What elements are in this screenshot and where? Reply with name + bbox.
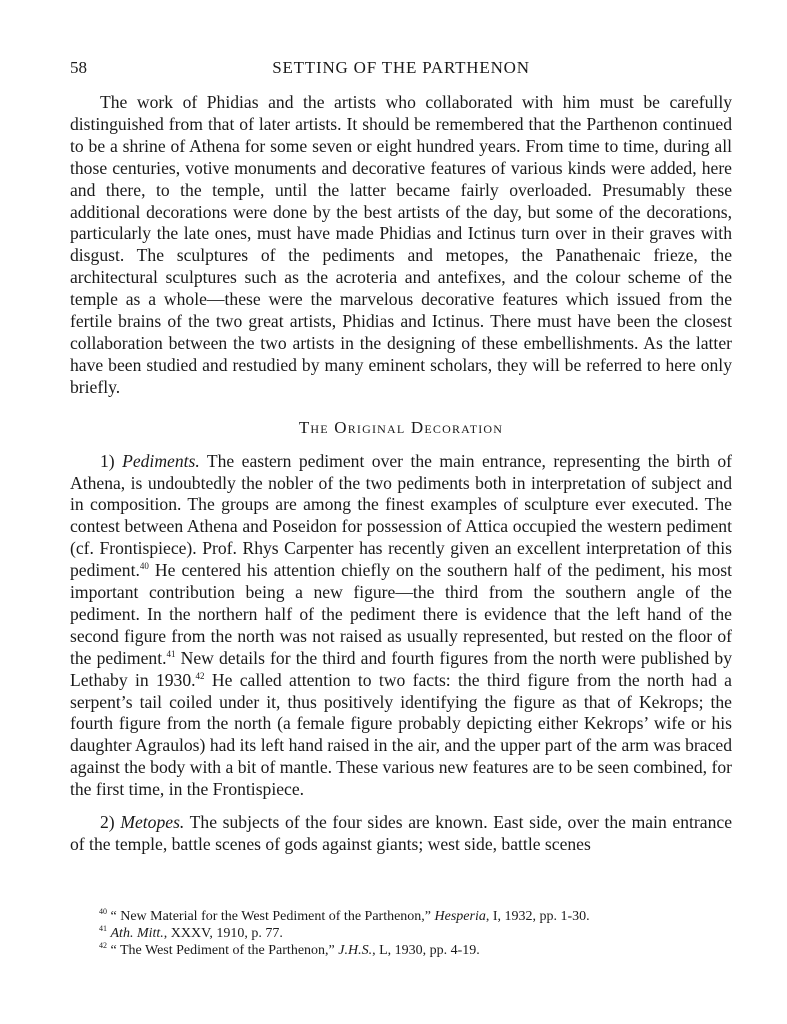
pediments-text-1: The eastern pediment over the main entrance, representing the birth of Athena, is undoubtedly the nobler of the two pediments both in interpretation of subject and in composition. The groups are among the finest examples of sculpture ever executed. The contest between Athena and Poseidon for possession of Attica occupied the western pediment (cf. Frontispiece). Prof. Rhys Carpenter has recently given an excellent interpretation of this pediment. [70,450,732,581]
footnote-text: “ New Material for the West Pediment of the Parthenon,” [110,909,432,924]
pediments-title: Pediments. [122,450,200,471]
section-heading: The Original Decoration [298,417,504,437]
footnote-citation: , I, 1932, pp. 1-30. [485,909,590,924]
pediments-text-4: He called attention to two facts: the third figure from the north had a serpent’s tail coiled under it, thus positively identifying the figure as that of Kekrops; the fourth figure from the north (a female figure probably depicting either Kekrops’ wife or his daughter Agraulos) had its left hand raised in the air, and the upper part of the arm was braced against the body with a bit of mantle. These various new features are to be seen combined, for the first time, in the Frontispiece. [70,669,732,800]
body-text [70,92,732,856]
metopes-title: Metopes. [120,812,185,833]
footnote-ref-41[interactable]: 41 [166,648,176,659]
footnote-mark: 42 [99,941,107,950]
footnote-mark: 40 [99,907,107,916]
intro-paragraph: The work of Phidias and the artists who collaborated with him must be carefully distinguished from that of later artists. It should be remembered that the Parthenon continued to be a shrine of Athena for some seven or eight hundred years. From time to time, during all those centuries, votive monuments and decorative features of various kinds were added, here and there, to the temple, until the latter became fairly overloaded. Presumably these additional decorations were done by the best artists of the day, but some of the decorations, particularly the late ones, must have made Phidias and Ictinus turn over in their graves with disgust. The sculptures of the pediments and metopes, the Panathenaic frieze, the architectural sculptures such as the acroteria and antefixes, and the colour scheme of the temple as a whole—these were the marvelous decorative features which issued from the fertile brains of the two great artists, Phidias and Ictinus. There must have been the closest collaboration between the two artists in the designing of these embellishments. As the latter have been studied and restudied by many eminent scholars, they will be referred to here only briefly. [70,92,732,397]
footnote-ref-40[interactable]: 40 [139,561,149,572]
pediments-paragraph [70,451,732,802]
metopes-number: 2) [100,812,115,833]
footnote-40 [70,908,732,925]
running-head [70,56,732,80]
footnote-journal: J.H.S. [338,943,373,958]
footnote-citation: , XXXV, 1910, p. 77. [163,926,283,941]
footnotes [70,908,732,959]
page-number: 58 [70,58,87,77]
footnote-journal: Hesperia [434,909,486,924]
metopes-paragraph [70,812,732,856]
footnote-41 [70,925,732,942]
footnote-42 [70,942,732,959]
footnote-citation: , L, 1930, pp. 4-19. [372,943,480,958]
footnote-mark: 41 [99,924,107,933]
footnote-journal: Ath. Mitt. [110,926,164,941]
pediments-text-3: New details for the third and fourth figures from the north were published by Lethaby in 1930. [70,647,733,690]
pediments-number: 1) [100,450,115,471]
pediments-text-2: He centered his attention chiefly on the southern half of the pediment, his most important contribution being a new figure—the third from the southern angle of the pediment. In the northern half of the pediment there is evidence that the left hand of the second figure from the north was not raised as usually represented, but rested on the floor of the pediment. [70,560,732,668]
footnote-text: “ The West Pediment of the Parthenon,” [110,943,335,958]
footnote-ref-42[interactable]: 42 [195,670,205,681]
metopes-text: The subjects of the four sides are known. East side, over the main entrance of the temple, battle scenes of gods against giants; west side, battle scenes [70,812,732,854]
running-title: SETTING OF THE PARTHENON [272,58,530,77]
